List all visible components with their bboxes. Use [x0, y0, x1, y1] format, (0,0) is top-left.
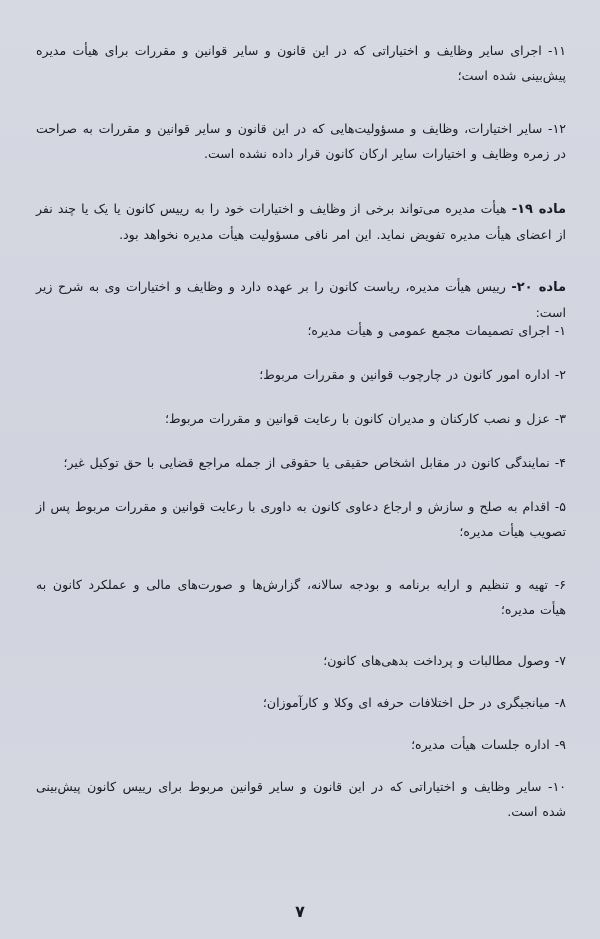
list-item-1 [36, 318, 566, 343]
paragraph-text: ۱۱- اجرای سایر وظایف و اختیاراتی که در این قانون و سایر قوانین و مقررات برای هیأت مدیره پیش‌بینی شده است؛ [36, 43, 566, 83]
list-item-5 [36, 494, 566, 544]
page-number: ۷ [295, 902, 305, 921]
list-item-text: ۳- عزل و نصب کارکنان و مدیران کانون با رعایت قوانین و مقررات مربوط؛ [165, 411, 566, 426]
list-item-8 [36, 690, 566, 715]
list-item-text: ۴- نمایندگی کانون در مقابل اشخاص حقیقی یا حقوقی از جمله مراجع قضایی با حق توکیل غیر؛ [63, 455, 566, 470]
article-text: رییس هیأت مدیره، ریاست کانون را بر عهده دارد و وظایف و اختیارات وی به شرح زیر است: [36, 279, 566, 320]
list-item-7 [36, 648, 566, 673]
list-item-text: ۱- اجرای تصمیمات مجمع عمومی و هیأت مدیره؛ [307, 323, 566, 338]
article-heading: ماده ۲۰- [511, 280, 566, 295]
list-item-text: ۶- تهیه و تنظیم و ارایه برنامه و بودجه سالانه، گزارش‌ها و صورت‌های مالی و عملکرد کانون به هیأت مدیره؛ [36, 577, 566, 617]
list-item-text: ۲- اداره امور کانون در چارچوب قوانین و مقررات مربوط؛ [259, 367, 566, 382]
paragraph-text: ۱۲- سایر اختیارات، وظایف و مسؤولیت‌هایی که در این قانون و سایر قوانین و مقررات به صراحت در زمره وظایف و اختیارات سایر ارکان کانون قرار داده نشده است. [36, 121, 566, 161]
paragraph-item-12 [36, 116, 566, 166]
list-item-text: ۸- میانجیگری در حل اختلافات حرفه ای وکلا و کارآموزان؛ [262, 695, 566, 710]
article-text: هیأت مدیره می‌تواند برخی از وظایف و اختیارات خود را به رییس کانون یا یک یا چند نفر از اعضای هیأت مدیره تفویض نماید. این امر نافی مسؤولیت هیأت مدیره نخواهد بود. [36, 201, 566, 242]
article-heading: ماده ۱۹- [511, 202, 566, 217]
list-item-text: ۷- وصول مطالبات و پرداخت بدهی‌های کانون؛ [323, 653, 566, 668]
list-item-2 [36, 362, 566, 387]
list-item-9 [36, 732, 566, 757]
list-item-text: ۵- اقدام به صلح و سازش و ارجاع دعاوی کانون به داوری با رعایت قوانین و مقررات مربوط پس از تصویب هیأت مدیره؛ [36, 499, 566, 539]
list-item-4 [36, 450, 566, 475]
list-item-6 [36, 572, 566, 622]
list-item-3 [36, 406, 566, 431]
list-item-10 [36, 774, 566, 824]
list-item-text: ۱۰- سایر وظایف و اختیاراتی که در این قانون و سایر قوانین مربوط برای رییس کانون پیش‌بینی شده است. [36, 779, 566, 819]
list-item-text: ۹- اداره جلسات هیأت مدیره؛ [411, 737, 566, 752]
article-19 [36, 196, 566, 247]
paragraph-item-11 [36, 38, 566, 88]
